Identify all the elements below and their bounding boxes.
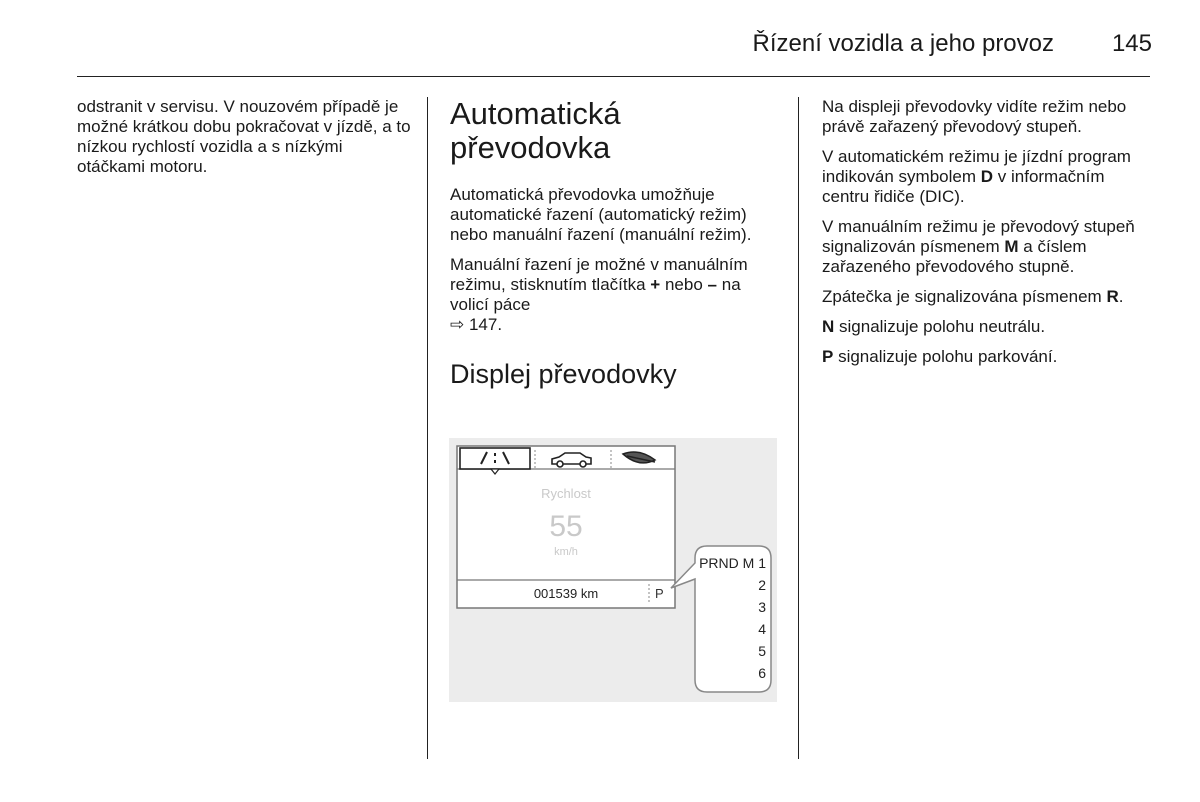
text-run: V automatickém režimu je jízdní program indikován symbolem: [822, 147, 1131, 186]
column-left: [77, 97, 412, 187]
gear-number: 2: [758, 577, 766, 593]
symbol-d: D: [980, 167, 994, 186]
chapter-title: Řízení vozidla a jeho provoz: [752, 30, 1054, 57]
column-divider-left: [427, 97, 428, 759]
speed-unit: km/h: [554, 546, 578, 558]
manual-shift-paragraph: [450, 255, 780, 335]
page-reference: ⇨ 147.: [450, 315, 503, 334]
park-paragraph: [822, 347, 1152, 367]
text-run: a číslem zařazeného převodového stupně.: [822, 237, 1087, 276]
page-number: 145: [1111, 30, 1152, 57]
text-run: Zpátečka je signalizována písmenem: [822, 287, 1102, 306]
header-rule: [77, 76, 1150, 77]
active-tab-frame: [460, 448, 530, 469]
text-run: V manuálním režimu je převodový stupeň signalizován písmenem: [822, 217, 1135, 256]
column-divider-right: [798, 97, 799, 759]
display-paragraph: Na displeji převodovky vidíte režim nebo právě zařazený převodový stupeň.: [822, 97, 1127, 136]
intro-paragraph: Automatická převodovka umožňuje automatické řazení (automatický režim) nebo manuální řazení (manuální režim).: [450, 185, 752, 244]
subsection-title: Displej převodovky: [450, 359, 677, 389]
neutral-paragraph: [822, 317, 1152, 337]
symbol-r: R: [1106, 287, 1119, 306]
speed-label: Rychlost: [541, 486, 591, 501]
column-right: [822, 97, 1152, 377]
symbol-m: M: [1004, 237, 1019, 256]
column-middle: [450, 97, 780, 403]
text-run: Manuální řazení je možné v manuálním režimu, stisknutím tlačítka: [450, 255, 748, 294]
gear-number: 5: [758, 643, 766, 659]
automatic-mode-paragraph: [822, 147, 1152, 207]
symbol-n: N: [822, 317, 835, 336]
continued-paragraph: odstranit v servisu. V nouzovém případě je možné krátkou dobu pokračovat v jízdě, a to nízkou rychlostí vozidla a s nízkými otáčkami motoru.: [77, 97, 411, 176]
text-run: v informačním centru řidiče (DIC).: [822, 167, 1105, 206]
text-run: .: [1118, 287, 1124, 306]
speed-value: 55: [549, 510, 583, 543]
gears-header: PRND M 1: [699, 555, 766, 571]
text-run: signalizuje polohu neutrálu.: [839, 317, 1046, 336]
transmission-display-figure: [449, 438, 777, 702]
gear-indicator: P: [655, 586, 664, 601]
text-run: signalizuje polohu parkování.: [838, 347, 1058, 366]
symbol-p: P: [822, 347, 834, 366]
reverse-paragraph: [822, 287, 1152, 307]
gear-number: 6: [758, 665, 766, 681]
gear-number: 3: [758, 599, 766, 615]
section-title: Automatická převodovka: [450, 96, 621, 165]
text-run: na volicí páce: [450, 275, 741, 314]
odometer-value: 001539 km: [533, 586, 599, 601]
manual-mode-paragraph: [822, 217, 1152, 277]
gear-number: 4: [758, 621, 766, 637]
minus-symbol: –: [707, 275, 717, 294]
plus-symbol: +: [650, 275, 661, 294]
display-illustration: [449, 438, 777, 702]
text-run: nebo: [664, 275, 703, 294]
